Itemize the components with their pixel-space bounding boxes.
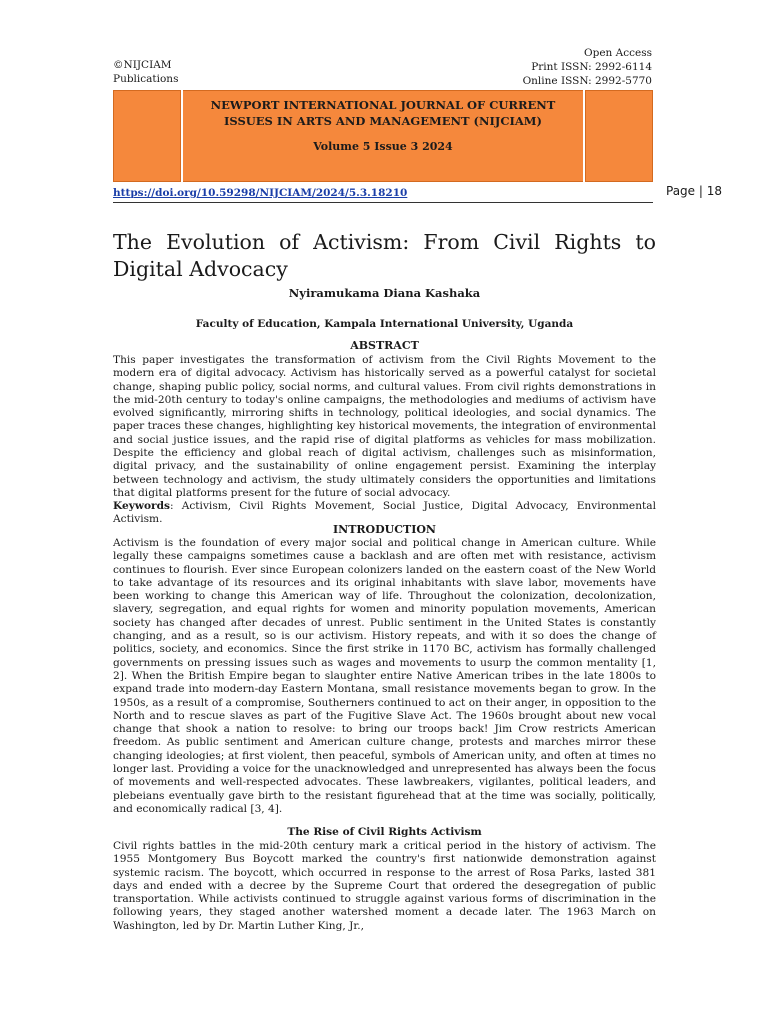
section-body-rise: Civil rights battles in the mid-20th century mark a critical period in the history of activism. The 1955 Montgomery Bus Boycott marked the country's first nationwide demonstration against systemic racism. The boycott, which occurred in response to the arrest of Rosa Parks, lasted 381 days and ended with a decree by the Supreme Court that ordered the desegregation of public transportation. While activists continued to struggle against various forms of discrimination in the following years, they staged another watershed moment a decade later. The 1963 March on Washington, led by Dr. Martin Luther King, Jr., — [113, 840, 656, 932]
copyright-label: ©NIJCIAM — [113, 59, 172, 71]
introduction-body: Activism is the foundation of every major social and political change in American culture. While legally these campaigns sometimes cause a backlash and are often met with resistance, activism continues to flourish. Ever since European colonizers landed on the eastern coast of the New World to take advantage of its resources and its original inhabitants with slave labor, movements have been working to change this American way of life. Throughout the colonization, decolonization, slavery, segregation, and equal rights for women and minority population movements, American society has changed after decades of unrest. Public sentiment in the United States is constantly changing, and as a result, so is our activism. History repeats, and with it so does the change of politics, society, and economics. Since the first strike in 1170 BC, activism has formally challenged governments on pressing issues such as wages and movements to usurp the common mentality [1, 2]. When the British Empire began to slaughter entire Native American tribes in the late 1800s to expand trade into modern-day Eastern Montana, small resistance movements began to grow. In the 1950s, as a result of a compromise, Southerners continued to act on their anger, in opposition to the North and to rescue slaves as part of the Fugitive Slave Act. The 1960s brought about new vocal change that shook a nation to resolve: to bring our troops back! Jim Crow restricts American freedom. As public sentiment and American culture change, protests and marches mirror these changing ideologies; at first violent, then peaceful, symbols of American unity, and often at times no longer last. Providing a voice for the unacknowledged and unrepresented has always been the focus of movements and well-respected advocates. These lawbreakers, vigilantes, political leaders, and plebeians eventually gave birth to the resistant figurehead that at the time was socially, politically, and economically radical [3, 4]. — [113, 537, 656, 815]
abstract-body: This paper investigates the transformation of activism from the Civil Rights Movement to the modern era of digital advocacy. Activism has historically served as a powerful catalyst for societal change, shaping public policy, social norms, and cultural values. From civil rights demonstrations in the mid-20th century to today's online campaigns, the methodologies and mediums of activism have evolved significantly, mirroring shifts in technology, political ideologies, and social dynamics. The paper traces these changes, highlighting key historical movements, the integration of environmental and social justice issues, and the rapid rise of digital platforms as vehicles for mass mobilization. Despite the efficiency and global reach of digital activism, challenges such as misinformation, digital privacy, and the sustainability of online engagement persist. Examining the interplay between technology and activism, the study ultimately considers the opportunities and limitations that digital platforms present for the future of social advocacy. — [113, 354, 656, 499]
print-issn: Print ISSN: 2992-6114 — [531, 61, 652, 73]
journal-name-line2: ISSUES IN ARTS AND MANAGEMENT (NIJCIAM) — [224, 114, 542, 128]
online-issn: Online ISSN: 2992-5770 — [522, 75, 652, 87]
author-affiliation: Faculty of Education, Kampala International University, Uganda — [195, 318, 574, 330]
keywords-label: Keywords — [113, 500, 171, 512]
journal-name-line1: NEWPORT INTERNATIONAL JOURNAL OF CURRENT — [210, 98, 556, 112]
issn-block — [523, 46, 652, 88]
volume-issue: Volume 5 Issue 3 2024 — [313, 140, 453, 153]
section-heading-rise: The Rise of Civil Rights Activism — [287, 826, 482, 838]
publisher-label: Publications — [113, 73, 179, 85]
paper-title: The Evolution of Activism: From Civil Rights to Digital Advocacy — [113, 230, 656, 281]
publisher-block — [113, 58, 178, 86]
introduction-heading: INTRODUCTION — [333, 523, 436, 536]
abstract-heading: ABSTRACT — [350, 339, 419, 352]
keywords-list: : Activism, Civil Rights Movement, Social Justice, Digital Advocacy, Environmental Activism. — [113, 500, 656, 526]
page-number: Page | 18 — [666, 184, 722, 198]
author-name: Nyiramukama Diana Kashaka — [288, 286, 481, 300]
banner-right-panel — [585, 90, 653, 182]
open-access-label: Open Access — [584, 47, 652, 59]
banner-center-panel — [183, 90, 583, 182]
banner-left-panel — [113, 90, 181, 182]
doi-link[interactable]: https://doi.org/10.59298/NIJCIAM/2024/5.3.18210 — [113, 187, 408, 199]
journal-banner — [113, 90, 653, 182]
header-divider — [113, 202, 653, 203]
